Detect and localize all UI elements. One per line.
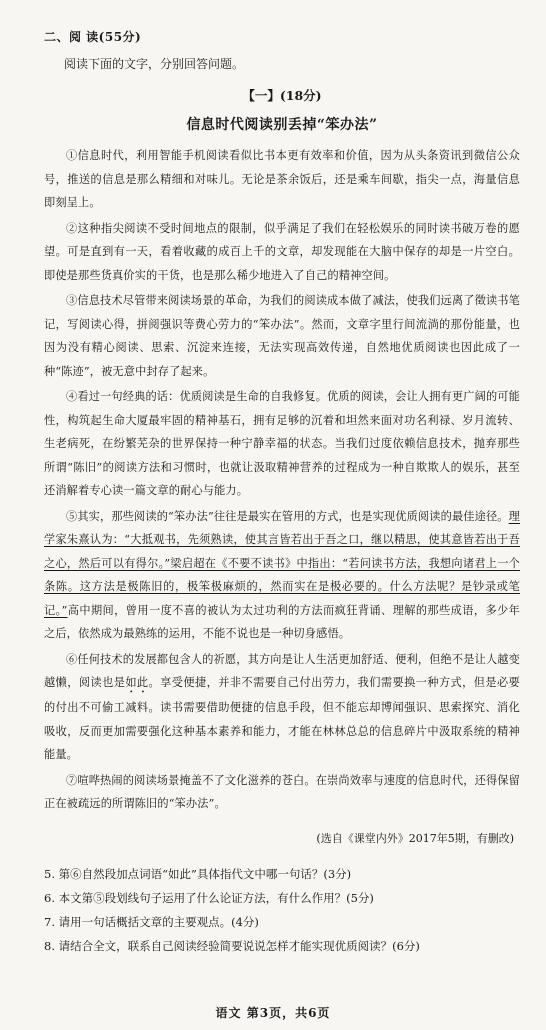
reading-instruction: 阅读下面的文字，分别回答问题。 — [64, 57, 245, 71]
paragraph-1: ①信息时代，利用智能手机阅读看似比书本更有效率和价值，因为从头条资讯到微信公众号，推送的信息是那么精细和对味儿。无论是茶余饭后，还是乘车间歇，指尖一点，海量信息即刻呈上。 — [44, 149, 520, 209]
article-body — [44, 144, 520, 816]
question-8: 8. 请结合全文，联系自己阅读经验简要说说怎样才能实现优质阅读？(6分) — [44, 939, 420, 953]
paragraph-5-intro: ⑤其实，那些阅读的“笨办法”往往是最实在管用的方式，也是实现优质阅读的最佳途径。 — [66, 509, 509, 523]
section-heading: 二、阅 读(55分) — [44, 30, 142, 44]
question-list — [44, 862, 524, 958]
question-6: 6. 本文第⑤段划线句子运用了什么论证方法，有什么作用？(5分) — [44, 891, 374, 905]
part-label: 【一】(18分) — [242, 88, 322, 103]
paragraph-5-ending: 高中期间，曾用一度不喜的被认为太过功利的方法而疯狂背诵、理解的那些成语，多少年之后，依然成为最熟练的运用，不能不说也是一种切身感悟。 — [44, 603, 520, 640]
page-footer: 语文 第3页，共6页 — [215, 1006, 331, 1020]
question-5: 5. 第⑥自然段加点词语“如此”具体指代文中哪一句话？(3分) — [44, 867, 352, 881]
paragraph-3: ③信息技术尽管带来阅读场景的革命，为我们的阅读成本做了减法，使我们远离了徵读书笔记，写阅读心得，拼阅强识等费心劳力的“笨办法”。然而，文章字里行间流淌的那份能量，也因为没有精心阅读、思索、沉淀来连接，无法实现高效传递，自然地优质阅读也因此成了一种“陈迹”，被无意中封存了起来。 — [44, 294, 520, 378]
question-7: 7. 请用一句话概括文章的主要观点。(4分) — [44, 915, 259, 929]
paragraph-2: ②这种指尖阅读不受时间地点的限制，似乎满足了我们在轻松娱乐的同时读书破万卷的愿望。可是直到有一天，看着收藏的成百上千的文章，却发现能在大脑中保存的却是一片空白。即使是那些货真价实的干货，也是那么稀少地进入了自己的精神空间。 — [44, 221, 520, 282]
underlined-sentence: 理学家朱熹认为：“大抵观书，先须熟读，使其言皆若出于吾之口，继以精思，使其意皆若出于吾之心，然后可以有得尔。”梁启超在《不要不读书》中指出：“若问读书方法，我想向诸君上一个条陈。这方法是极陈旧的，极笨极麻烦的，然而实在是极必要的。什么方法呢？是钞录或笔记。” — [44, 509, 520, 617]
article-source: (选自《课堂内外》2017年5期，有删改) — [316, 831, 514, 845]
article-title: 信息时代阅读别丢掉“笨办法” — [186, 117, 378, 133]
paragraph-5 — [44, 505, 520, 646]
paragraph-6-intro: ⑥任何技术的发展都包含人的祈愿，其方向是让人生活更加舒适、便利，但绝不是让人越变越懒，阅读也是 — [44, 652, 520, 689]
paragraph-6-ending: 。享受便捷，并非不需要自己付出劳力，我们需要换一种方式，但是必要的付出不可偷工减料。读书需要借助便捷的信息手段，但不能忘却博闻强识、思索探究、消化吸收，反而更加需要强化这种基本素养和能力，才能在林林总总的信息碎片中汲取系统的精神能量。 — [44, 676, 520, 761]
paragraph-6 — [44, 648, 520, 767]
dotted-word: 如此 — [125, 676, 149, 689]
paragraph-7: ⑦喧哗热闹的阅读场景掩盖不了文化滋养的苍白。在崇尚效率与速度的信息时代，还得保留正在被疏远的所谓陈旧的“笨办法”。 — [44, 773, 520, 810]
paragraph-4: ④看过一句经典的话：优质阅读是生命的自我修复。优质的阅读，会让人拥有更广阔的可能性，构筑起生命大厦最牢固的精神基石，拥有足够的沉着和坦然来面对功名利禄、岁月流转、生老病死，在纷繁芜杂的世界保持一种宁静幸福的状态。当我们过度依赖信息技术，抛弃那些所谓“陈旧”的阅读方法和习惯时，也就让汲取精神营养的过程成为一种自欺欺人的娱乐，甚至还消解着专心读一篇文章的耐心与能力。 — [44, 390, 520, 497]
